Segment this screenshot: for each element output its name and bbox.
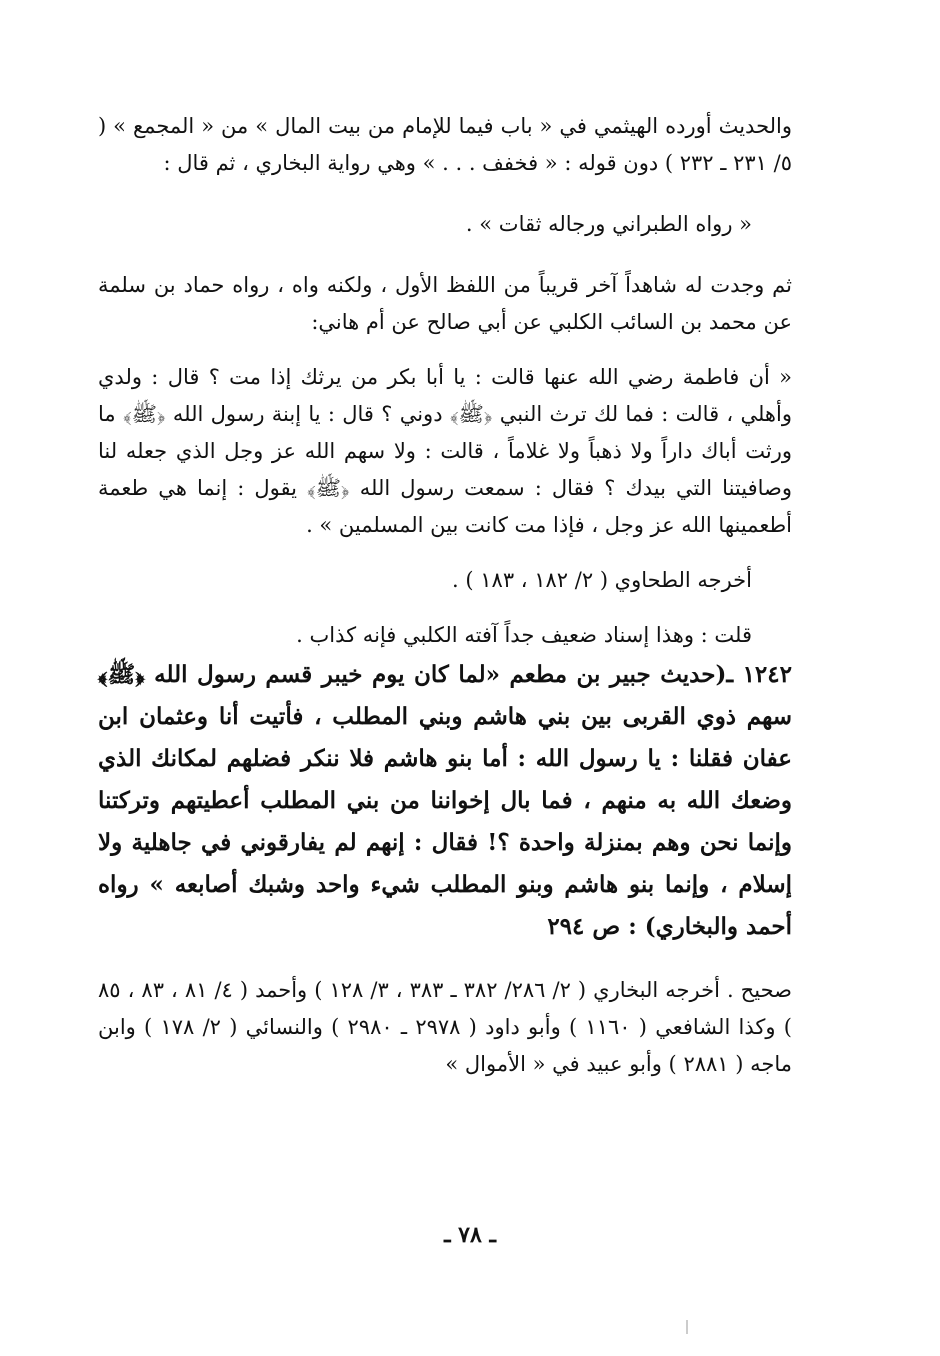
paragraph-takhrij: صحيح . أخرجه البخاري ( ٢/ ٢٨٦/ ٣٨٢ ـ ٣٨٣ ، ٣/ ١٢٨ ) وأحمد ( ٤/ ٨١ ، ٨٣ ، ٨٥ ) وكذا الشافعي ( ١١٦٠ ) وأبو داود ( ٢٩٧٨ ـ ٢٩٨٠ ) والنسائي ( ٢/ ١٧٨ ) وابن ماجه ( ٢٨٨١ ) وأبو عبيد في « الأموال » [98, 978, 792, 1076]
paragraph-tahawi-source: أخرجه الطحاوي ( ٢/ ١٨٢ ، ١٨٣ ) . [452, 568, 752, 592]
paragraph-witness-chain: ثم وجدت له شاهداً آخر قريباً من اللفظ الأول ، ولكنه واه ، رواه حماد بن سلمة عن محمد بن السائب الكلبي عن أبي صالح عن أم هاني: [98, 273, 792, 334]
page-content [98, 108, 792, 1308]
scan-speck [686, 1320, 688, 1334]
hadith-1242 [98, 654, 792, 948]
hadith-number: ١٢٤٢ ـ [726, 661, 792, 688]
paragraph-fatima-narration: « أن فاطمة رضي الله عنها قالت : يا أبا بكر من يرثك إذا مت ؟ قال : ولدي وأهلي ، قالت : فما لك ترث النبي ﴿ﷺ﴾ دوني ؟ قال : يا إبنة رسول الله ﴿ﷺ﴾ ما ورثت أباك داراً ولا ذهباً ولا غلاماً ، قالت : ولا سهم الله عز وجل الذي جعله لنا وصافيتنا التي بيدك ؟ فقال : سمعت رسول الله ﴿ﷺ﴾ يقول : إنما هي طعمة أطعمينها الله عز وجل ، فإذا مت كانت بين المسلمين » . [98, 365, 792, 537]
page-number: ـ ٧٨ ـ [444, 1222, 496, 1248]
paragraph-isnad-judgement: قلت : وهذا إسناد ضعيف جداً آفته الكلبي فإنه كذاب . [296, 623, 752, 647]
paragraph-tabarani-quote: « رواه الطبراني ورجاله ثقات » . [465, 212, 752, 236]
paragraph-haythami-reference: والحديث أورده الهيثمي في « باب فيما للإمام من بيت المال » من « المجمع » ( ٥/ ٢٣١ ـ ٢٣٢ ) دون قوله : « فخفف . . . » وهي رواية البخاري ، ثم قال : [98, 114, 792, 175]
hadith-text: (حديث جبير بن مطعم «لما كان يوم خيبر قسم رسول الله ﴿ﷺ﴾ سهم ذوي القربى بين بني هاشم وبني المطلب ، فأتيت أنا وعثمان ابن عفان فقلنا : يا رسول الله : أما بنو هاشم فلا ننكر فضلهم لمكانك الذي وضعك الله به منهم ، فما بال إخواننا من بني المطلب أعطيتهم وتركتنا وإنما نحن وهم بمنزلة واحدة ؟! فقال : إنهم لم يفارقوني في جاهلية ولا إسلام ، وإنما بنو هاشم وبنو المطلب شيء واحد وشبك أصابعه » رواه أحمد والبخاري) : ص ٢٩٤ [98, 661, 792, 940]
